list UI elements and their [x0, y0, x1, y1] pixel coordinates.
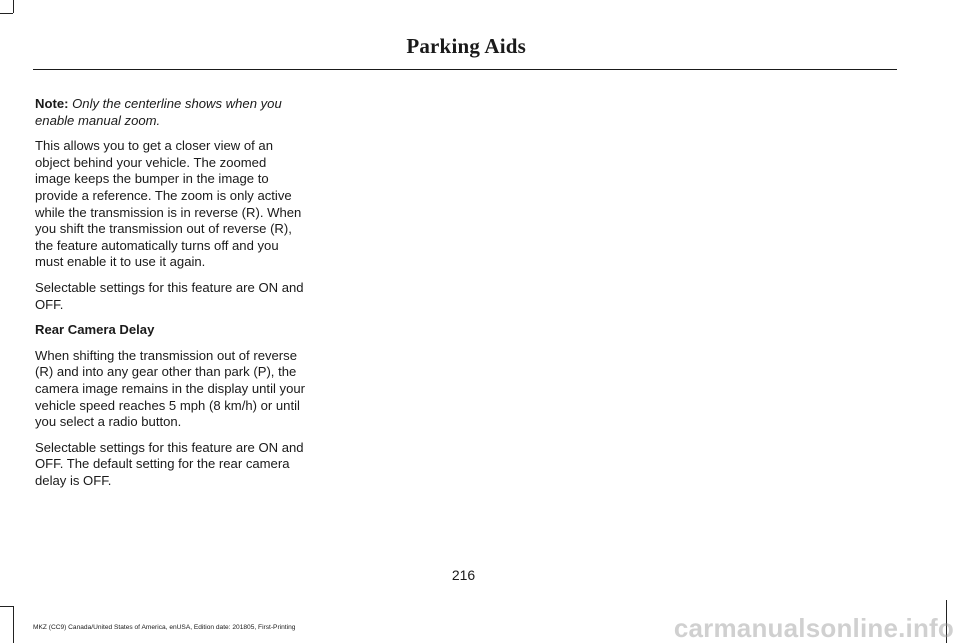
paragraph-zoom-description: This allows you to get a closer view of an object behind your vehicle. The zoomed image keeps the bumper in the image to provide a reference. The zoom is only active while the transmission is in reverse (R). When you shift the transmission out of reverse (R), the feature automatically turns off and you must enable it to use it again. — [35, 138, 302, 270]
subheading-rear-camera-delay: Rear Camera Delay — [35, 322, 155, 338]
section-header — [0, 34, 927, 59]
paragraph-delay-settings: Selectable settings for this feature are ON and OFF. The default setting for the rear camera delay is OFF. — [35, 439, 304, 488]
edition-info: MKZ (CC9) Canada/United States of America, enUSA, Edition date: 201805, First-Printing — [33, 624, 296, 631]
crop-mark-top-left-vertical — [13, 0, 14, 13]
header-rule — [33, 69, 897, 70]
crop-mark-top-left-horizontal — [0, 13, 13, 14]
paragraph-delay-description: When shifting the transmission out of reverse (R) and into any gear other than park (P), the camera image remains in the display until your vehicle speed reaches 5 mph (8 km/h) or until you select a radio button. — [35, 347, 306, 430]
crop-mark-bottom-left-horizontal — [0, 606, 13, 607]
crop-mark-bottom-left-vertical — [13, 606, 14, 643]
note-label: Note: — [35, 96, 69, 111]
page-number: 216 — [451, 567, 476, 583]
note-text: Only the centerline shows when you enable manual zoom. — [35, 96, 282, 128]
section-title: Parking Aids — [406, 34, 526, 58]
note-paragraph — [35, 96, 305, 129]
text-column — [35, 96, 305, 498]
page-number-container — [0, 567, 927, 583]
paragraph-zoom-settings: Selectable settings for this feature are ON and OFF. — [35, 279, 304, 312]
watermark: carmanualsonline.info — [673, 613, 954, 643]
